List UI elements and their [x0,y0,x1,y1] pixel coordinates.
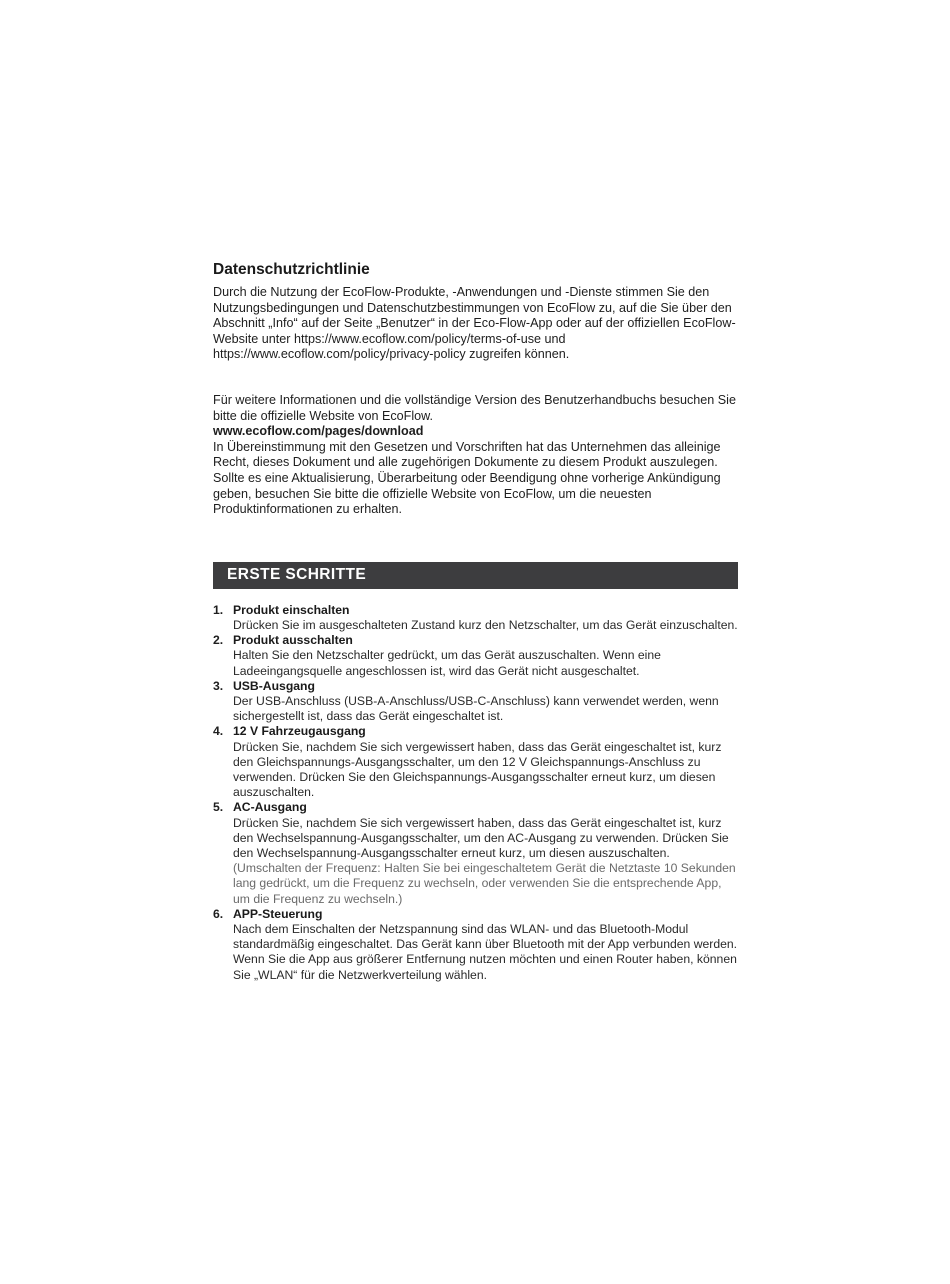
step-item [213,907,738,983]
step-description: Halten Sie den Netzschalter gedrückt, um das Gerät auszuschalten. Wenn eine Ladeeingangsquelle angeschlossen ist, wird das Gerät nicht ausgeschaltet. [233,648,661,678]
legal-paragraph: In Übereinstimmung mit den Gesetzen und Vorschriften hat das Unternehmen das alleinige Recht, dieses Dokument und alle zugehörigen Dokumente zu diesem Produkt auszulegen. Sollte es eine Aktualisierung, Überarbeitung oder Beendigung ohne vorherige Ankündigung geben, besuchen Sie bitte die offizielle Website von EcoFlow, um die neuesten Produktinformationen zu erhalten. [213,439,721,517]
section-title: ERSTE SCHRITTE [227,566,367,584]
step-title: USB-Ausgang [233,678,315,693]
privacy-title: Datenschutzrichtlinie [213,261,370,278]
step-item [213,800,738,906]
privacy-paragraph: Durch die Nutzung der EcoFlow-Produkte, -Anwendungen und -Dienste stimmen Sie den Nutzungsbedingungen und Datenschutzbestimmungen von EcoFlow zu, auf die Sie über den Abschnitt „Info“ auf der Seite „Benutzer“ in der Eco-Flow-App oder auf der offiziellen EcoFlow-Website unter https://www.ecoflow.com/policy/terms-of-use und https://www.ecoflow.com/policy/privacy-policy zugreifen können. [213,285,736,362]
step-text [233,740,738,801]
step-text [233,618,738,633]
step-number: 1. [213,602,224,617]
step-description: Der USB-Anschluss (USB-A-Anschluss/USB-C-Anschluss) kann verwendet werden, wenn sichergestellt ist, dass das Gerät eingeschaltet ist. [233,693,719,724]
more-info-intro: Für weitere Informationen und die vollständige Version des Benutzerhandbuchs besuchen Sie bitte die offizielle Website von EcoFlow. [213,392,736,423]
document-page [213,259,738,983]
step-number: 4. [213,724,224,739]
step-description: Nach dem Einschalten der Netzspannung sind das WLAN- und das Bluetooth-Modul standardmäßig eingeschaltet. Das Gerät kann über Bluetooth mit der App verbunden werden. Wenn Sie die App aus größerer Entfernung nutzen möchten und einen Router haben, können Sie „WLAN“ für die Netzwerkverteilung wählen. [233,921,738,982]
step-description: Drücken Sie im ausgeschalteten Zustand kurz den Netzschalter, um das Gerät einzuschalten. [233,617,738,632]
download-link[interactable]: www.ecoflow.com/pages/download [213,424,424,439]
step-number: 5. [213,800,224,815]
step-text [233,648,738,678]
step-text [233,694,738,724]
step-title: Produkt einschalten [233,602,350,617]
step-note: (Umschalten der Frequenz: Halten Sie bei eingeschaltetem Gerät die Netztaste 10 Sekunden lang gedrückt, um die Frequenz zu wechseln, oder verwenden Sie die entsprechende App, um die Frequenz zu wechseln.) [233,861,736,906]
step-title: 12 V Fahrzeugausgang [233,724,366,739]
step-number: 6. [213,906,224,921]
step-text [233,816,738,907]
step-description: Drücken Sie, nachdem Sie sich vergewissert haben, dass das Gerät eingeschaltet ist, kurz den Gleichspannungs-Ausgangsschalter, um den 12 V Gleichspannungs-Anschluss zu verwenden. Drücken Sie den Gleichspannungs-Ausgangsschalter erneut kurz, um diesen auszuschalten. [233,739,722,800]
step-item [213,724,738,800]
step-number: 2. [213,633,224,648]
step-text [233,922,738,983]
step-item [213,603,738,633]
section-header [213,562,738,589]
step-title: Produkt ausschalten [233,633,353,648]
step-title: APP-Steuerung [233,906,323,921]
steps-list [213,603,738,983]
step-item [213,633,738,679]
step-title: AC-Ausgang [233,800,307,815]
step-number: 3. [213,678,224,693]
more-info-block [213,393,738,518]
step-description: Drücken Sie, nachdem Sie sich vergewissert haben, dass das Gerät eingeschaltet ist, kurz den Wechselspannung-Ausgangsschalter, um den AC-Ausgang zu verwenden. Drücken Sie den Wechselspannung-Ausgangsschalter erneut kurz, um diesen auszuschalten. [233,815,729,860]
step-item [213,679,738,725]
